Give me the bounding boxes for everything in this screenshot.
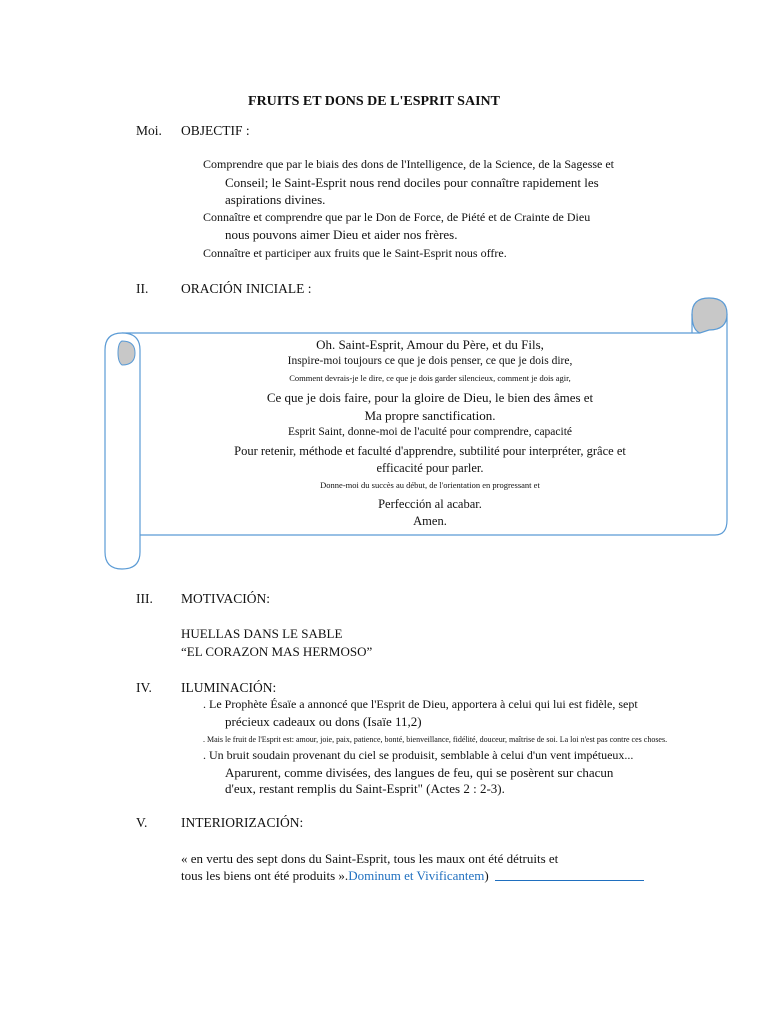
- dominum-link[interactable]: Dominum et Vivificantem: [348, 868, 485, 883]
- section-number-1: Moi.: [136, 123, 162, 138]
- illumination-1-line-2: précieux cadeaux ou dons (Isaïe 11,2): [225, 714, 422, 729]
- motivation-line-1: HUELLAS DANS LE SABLE: [181, 626, 343, 641]
- prayer-line-7: Pour retenir, méthode et faculté d'apprendre, subtilité pour interpréter, grâce et: [234, 444, 626, 458]
- prayer-line-6: Esprit Saint, donne-moi de l'acuité pour comprendre, capacité: [287, 426, 573, 438]
- illumination-3-line-2: Aparurent, comme divisées, des langues de feu, qui se posèrent sur chacun: [225, 765, 614, 780]
- section-heading-objectif: OBJECTIF :: [181, 123, 250, 138]
- illumination-3-line-3: d'eux, restant remplis du Saint-Esprit" (Actes 2 : 2-3).: [225, 781, 505, 796]
- page-title: FRUITS ET DONS DE L'ESPRIT SAINT: [248, 94, 500, 109]
- interiorization-line-1: « en vertu des sept dons du Saint-Esprit, tous les maux ont été détruits et: [181, 851, 559, 866]
- section-heading-oracion: ORACIÓN INICIALE :: [181, 281, 312, 296]
- objective-1-line-2: Conseil; le Saint-Esprit nous rend dociles pour connaître rapidement les: [225, 175, 599, 190]
- section-heading-interiorizacion: INTERIORIZACIÓN:: [181, 815, 304, 830]
- section-number-3: III.: [136, 591, 153, 606]
- illumination-3-line-1: . Un bruit soudain provenant du ciel se produisit, semblable à celui d'un vent impétueux...: [203, 748, 634, 762]
- illumination-1-line-1: . Le Prophète Ésaïe a annoncé que l'Esprit de Dieu, apportera à celui qui lui est fidèle, sept: [203, 697, 638, 711]
- objective-1-line-3: aspirations divines.: [225, 192, 326, 207]
- section-number-5: V.: [136, 815, 148, 830]
- objective-2-line-2: nous pouvons aimer Dieu et aider nos frères.: [225, 227, 458, 242]
- prayer-line-8: efficacité pour parler.: [376, 461, 484, 475]
- objective-3-line-1: Connaître et participer aux fruits que le Saint-Esprit nous offre.: [203, 246, 507, 260]
- prayer-line-2: Inspire-moi toujours ce que je dois penser, ce que je dois dire,: [287, 355, 573, 367]
- prayer-line-10: Perfección al acabar.: [378, 497, 482, 511]
- prayer-line-4: Ce que je dois faire, pour la gloire de Dieu, le bien des âmes et: [266, 390, 594, 405]
- interiorization-line-2: [181, 868, 489, 884]
- prayer-line-1: Oh. Saint-Esprit, Amour du Père, et du Fils,: [316, 337, 544, 352]
- objective-2-line-1: Connaître et comprendre que par le Don de Force, de Piété et de Crainte de Dieu: [203, 210, 591, 224]
- prayer-line-5: Ma propre sanctification.: [364, 408, 496, 423]
- interiorization-line-2-text: tous les biens ont été produits ».: [181, 868, 349, 883]
- prayer-line-3: Comment devrais-je le dire, ce que je dois garder silencieux, comment je dois agir,: [289, 373, 571, 383]
- section-number-2: II.: [136, 281, 149, 296]
- prayer-line-9: Donne-moi du succès au début, de l'orientation en progressant et: [320, 480, 540, 490]
- illumination-2-line-1: . Mais le fruit de l'Esprit est: amour, joie, paix, patience, bonté, bienveillance, fidélité, douceur, maîtrise de soi. La loi n'est pas contre ces choses.: [203, 735, 668, 744]
- section-number-4: IV.: [136, 680, 152, 695]
- section-heading-motivacion: MOTIVACIÓN:: [181, 591, 271, 606]
- link-underline: [495, 880, 644, 881]
- section-heading-iluminacion: ILUMINACIÓN:: [181, 680, 277, 695]
- objective-1-line-1: Comprendre que par le biais des dons de l'Intelligence, de la Science, de la Sagesse et: [203, 157, 615, 171]
- motivation-line-2: “EL CORAZON MAS HERMOSO”: [181, 644, 373, 659]
- prayer-line-11: Amen.: [413, 514, 447, 528]
- closing-paren: ): [484, 868, 489, 883]
